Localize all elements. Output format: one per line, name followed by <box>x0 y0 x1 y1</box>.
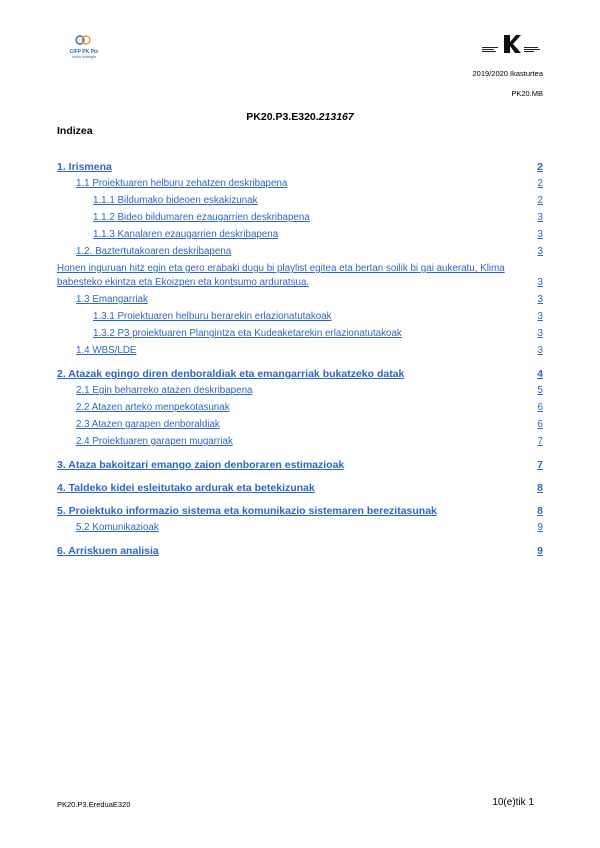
school-logo-mark-icon <box>74 34 92 47</box>
toc-item[interactable]: 5.2 Komunikazioak 9 <box>76 522 543 533</box>
toc-item[interactable]: 5. Proiektuko informazio sistema eta komunikazio sistemaren berezitasunak 8 <box>57 505 543 517</box>
government-logo-mark-icon <box>502 33 522 55</box>
toc-item[interactable]: 1.4 WBS/LDE 3 <box>76 345 543 356</box>
page-title <box>0 111 600 123</box>
title-italic: 213167 <box>318 111 354 123</box>
toc-item[interactable]: 3. Ataza bakoitzari emango zaion denboraren estimazioak 7 <box>57 459 543 471</box>
toc-item[interactable]: 2.3 Atazen garapen denboraldiak 6 <box>76 419 543 430</box>
toc-item[interactable]: 1.3 Emangarriak 3 <box>76 294 543 305</box>
toc-item[interactable]: 6. Arriskuen analisia 9 <box>57 545 543 557</box>
toc-item[interactable]: 2.4 Proiektuaren garapen mugarriak 7 <box>76 436 543 447</box>
toc-item[interactable]: 2.2 Atazen arteko menpekotasunak 6 <box>76 402 543 413</box>
document-code: PK20.MB <box>511 89 543 98</box>
logo-bars-left <box>482 47 500 53</box>
toc-item[interactable]: 1.1.1 Bildumako bideoen eskakizunak 2 <box>93 195 543 206</box>
index-heading: Indizea <box>57 125 93 137</box>
toc-item[interactable]: 1.1.2 Bideo bildumaren ezaugarrien deskribapena 3 <box>93 212 543 223</box>
toc-item[interactable]: 1.2. Baztertutakoaren deskribapena 3 <box>76 246 543 257</box>
toc-item[interactable]: 2.1 Egin beharreko atazen deskribapena 5 <box>76 385 543 396</box>
toc-item[interactable]: 4. Taldeko kidei esleitutako ardurak eta betekizunak 8 <box>57 482 543 494</box>
toc-item[interactable]: 1.1.3 Kanalaren ezaugarrien deskribapena 3 <box>93 229 543 240</box>
toc-item[interactable]: Honen inguruan hitz egin eta gero erabaki dugu bi playlist egitea eta bertan soilik bi gai aukeratu, Klima babesteko ekintza eta Ekoizpen eta kontsumo arduratsua. 3 <box>57 263 543 288</box>
toc-item[interactable]: 1.1 Proiektuaren helburu zehatzen deskribapena 2 <box>76 178 543 189</box>
toc-item[interactable]: 1.3.1 Proiektuaren helburu berarekin erlazionatutakoak 3 <box>93 311 543 322</box>
table-of-contents <box>57 160 543 561</box>
school-logo <box>62 34 106 64</box>
logo-bars-right <box>524 47 542 53</box>
toc-item[interactable]: 1.3.2 P3 proiektuaren Plangintza eta Kudeaketarekin erlazionatutakoak 3 <box>93 328 543 339</box>
title-main: PK20.P3.E320. <box>246 111 319 123</box>
school-logo-name: CIFP PK Ptx <box>69 49 99 55</box>
footer-page-number: 10(e)tik 1 <box>492 797 534 808</box>
government-logo <box>482 33 544 59</box>
school-logo-sub: Kultur Ikastegia <box>71 55 97 59</box>
toc-item[interactable]: 2. Atazak egingo diren denboraldiak eta emangarriak bukatzeko datak 4 <box>57 368 543 380</box>
school-year: 2019/2020 Ikasturtea <box>472 69 543 78</box>
footer-doc-code: PK20.P3.EreduaE320 <box>57 800 131 809</box>
toc-item[interactable]: 1. Irismena 2 <box>57 161 543 173</box>
